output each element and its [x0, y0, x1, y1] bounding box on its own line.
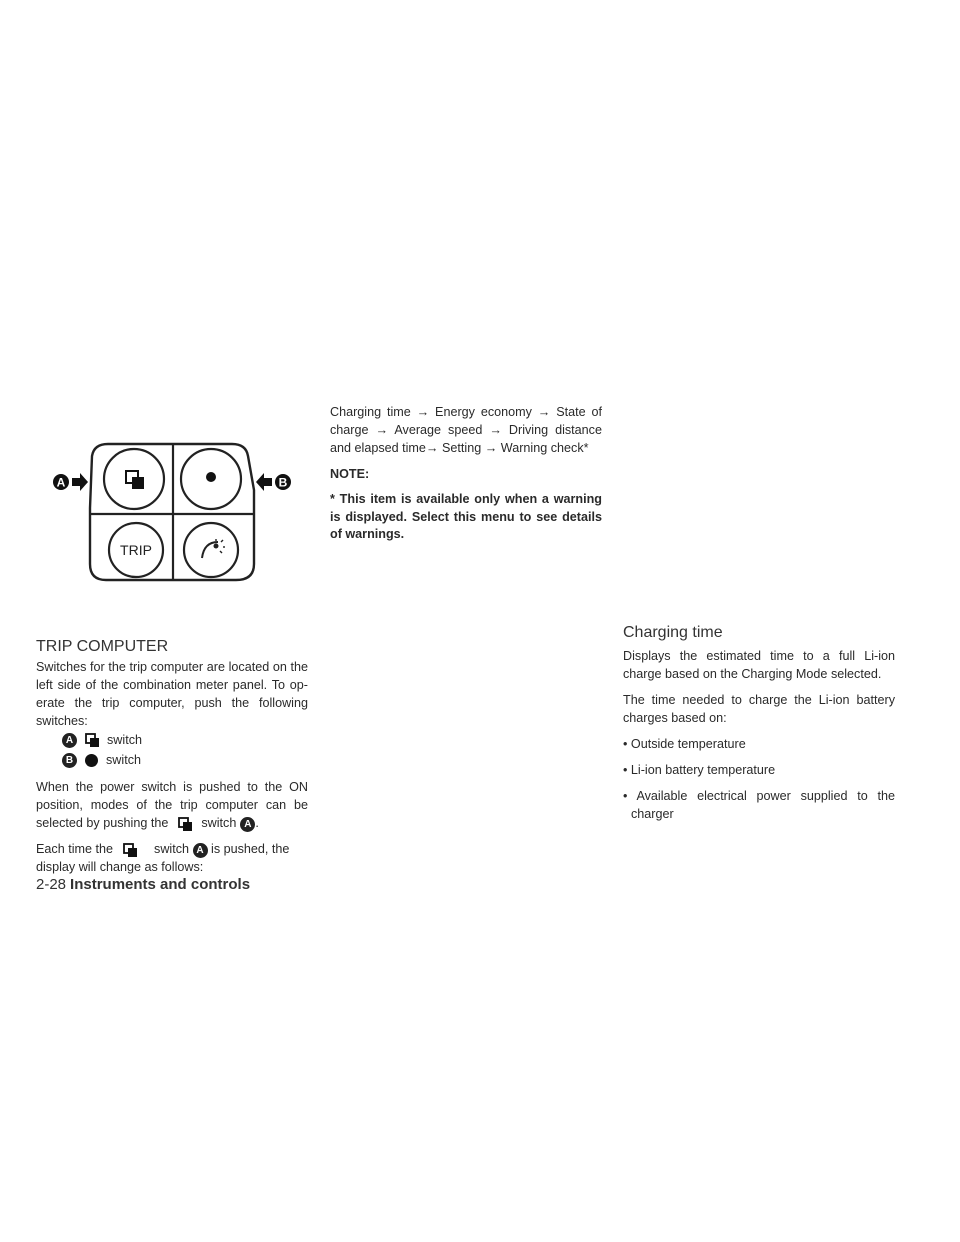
section-heading-trip-computer: TRIP COMPUTER [36, 638, 169, 655]
switch-a-line [36, 730, 308, 750]
page-number: 2-28 [36, 876, 67, 893]
section-heading-charging-time: Charging time [623, 624, 723, 641]
trip-intro: Switches for the trip computer are located on the left side of the combination meter panel. To op- erate the trip computer, push the following switches: [36, 660, 308, 728]
svg-text:B: B [278, 475, 288, 490]
reset-dot-icon [85, 754, 98, 767]
charging-p2: The time needed to charge the Li-ion battery charges based on: [623, 693, 895, 725]
trip-computer-text [36, 658, 308, 884]
switch-a-label: switch [107, 733, 142, 747]
power-text: When the power switch is pushed to the ON position, modes of the trip computer can be selected by pushing the [36, 780, 308, 830]
power-switch-word: switch [201, 816, 237, 830]
brightness-button-circle [184, 523, 238, 577]
svg-text:A: A [56, 475, 66, 490]
each-switch-word: switch [154, 842, 190, 856]
charging-bullet: • Outside temperature [623, 737, 746, 751]
display-square-icon [178, 817, 192, 831]
display-square-shadow [132, 477, 144, 489]
switch-b-badge: B [62, 753, 77, 768]
power-badge-a: A [240, 817, 255, 832]
each-line2-text: display will change as follows: [36, 860, 204, 874]
note-title: NOTE: [330, 467, 370, 481]
each-badge-a: A [193, 843, 208, 858]
page-footer [36, 876, 250, 893]
power-end: . [255, 816, 259, 830]
each-rest-text: is pushed, the [211, 842, 290, 856]
note-body: * This item is available only when a warning is displayed. Select this menu to see details of warnings. [330, 492, 602, 541]
arrow-b-icon [256, 473, 272, 491]
sequence-paragraph: Charging time → Energy economy → State of charge → Average speed → Driving distance and elapsed time→ Setting → Warning check* [330, 405, 602, 455]
arrow-a-icon [72, 473, 88, 491]
switch-b-line [36, 750, 308, 770]
switch-b-label: switch [106, 753, 141, 767]
charging-p1: Displays the estimated time to a full Li-ion charge based on the Charging Mode selected. [623, 649, 895, 681]
power-paragraph [36, 778, 308, 832]
display-square-icon [85, 733, 99, 747]
section-title: Instruments and controls [70, 876, 251, 893]
switch-a-badge: A [62, 733, 77, 748]
sequence-text [330, 403, 602, 552]
display-square-icon [123, 843, 137, 857]
reset-dot-icon [206, 472, 216, 482]
charging-time-text [623, 647, 895, 831]
each-time-paragraph [36, 840, 308, 876]
each-time-text: Each time the [36, 842, 114, 856]
charging-bullet: • Li-ion battery temperature [623, 763, 776, 777]
charging-bullet: • Available electrical power supplied to the charger [623, 789, 895, 821]
switch-diagram [48, 438, 308, 586]
trip-button-label: TRIP [120, 542, 152, 558]
